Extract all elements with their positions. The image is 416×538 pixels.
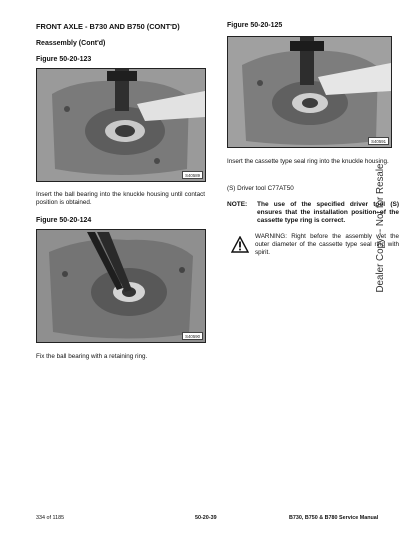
figure-caption-124: Figure 50-20-124 <box>36 217 92 224</box>
ball-bearing-instruction: Insert the ball bearing into the knuckle housing until contact position is obtained. <box>36 191 205 207</box>
dealer-copy-watermark: Dealer Copy -- Not for Resale <box>375 163 386 293</box>
warning-text: WARNING: Right before the assembly wet the outer diameter of the cassette type seal ring with spirit. <box>255 233 399 257</box>
warning-triangle-icon <box>231 236 249 253</box>
driver-tool-label: (S) Driver tool C77AT50 <box>227 185 294 192</box>
figure-caption-125: Figure 50-20-125 <box>227 22 283 29</box>
figure-code-124: S40590 <box>182 332 203 340</box>
section-subtitle: Reassembly (Cont'd) <box>36 40 106 47</box>
figure-photo-123 <box>36 68 206 182</box>
footer-page-count: 334 of 1185 <box>36 515 65 521</box>
footer-manual-title: B730, B750 & B780 Service Manual <box>289 515 379 521</box>
cassette-seal-hammer-illustration <box>228 37 391 147</box>
retaining-ring-pliers-illustration <box>37 230 205 342</box>
page-title: FRONT AXLE - B730 AND B750 (CONT'D) <box>36 22 180 31</box>
figure-caption-123: Figure 50-20-123 <box>36 56 92 63</box>
figure-photo-124 <box>36 229 206 343</box>
note-text: The use of the specified driver tool (S) ensures that the installation position of the cassette type ring is correct. <box>257 201 399 225</box>
cassette-seal-instruction: Insert the cassette type seal ring into the knuckle housing. <box>227 158 389 165</box>
figure-code-123: S40589 <box>182 171 203 179</box>
footer-section-number: 50-20-39 <box>195 515 217 521</box>
knuckle-housing-hammer-illustration <box>37 69 205 181</box>
figure-code-125: S40591 <box>368 137 389 145</box>
figure-photo-125 <box>227 36 392 148</box>
fix-bearing-instruction: Fix the ball bearing with a retaining ring. <box>36 353 148 360</box>
note-label: NOTE: <box>227 201 248 208</box>
